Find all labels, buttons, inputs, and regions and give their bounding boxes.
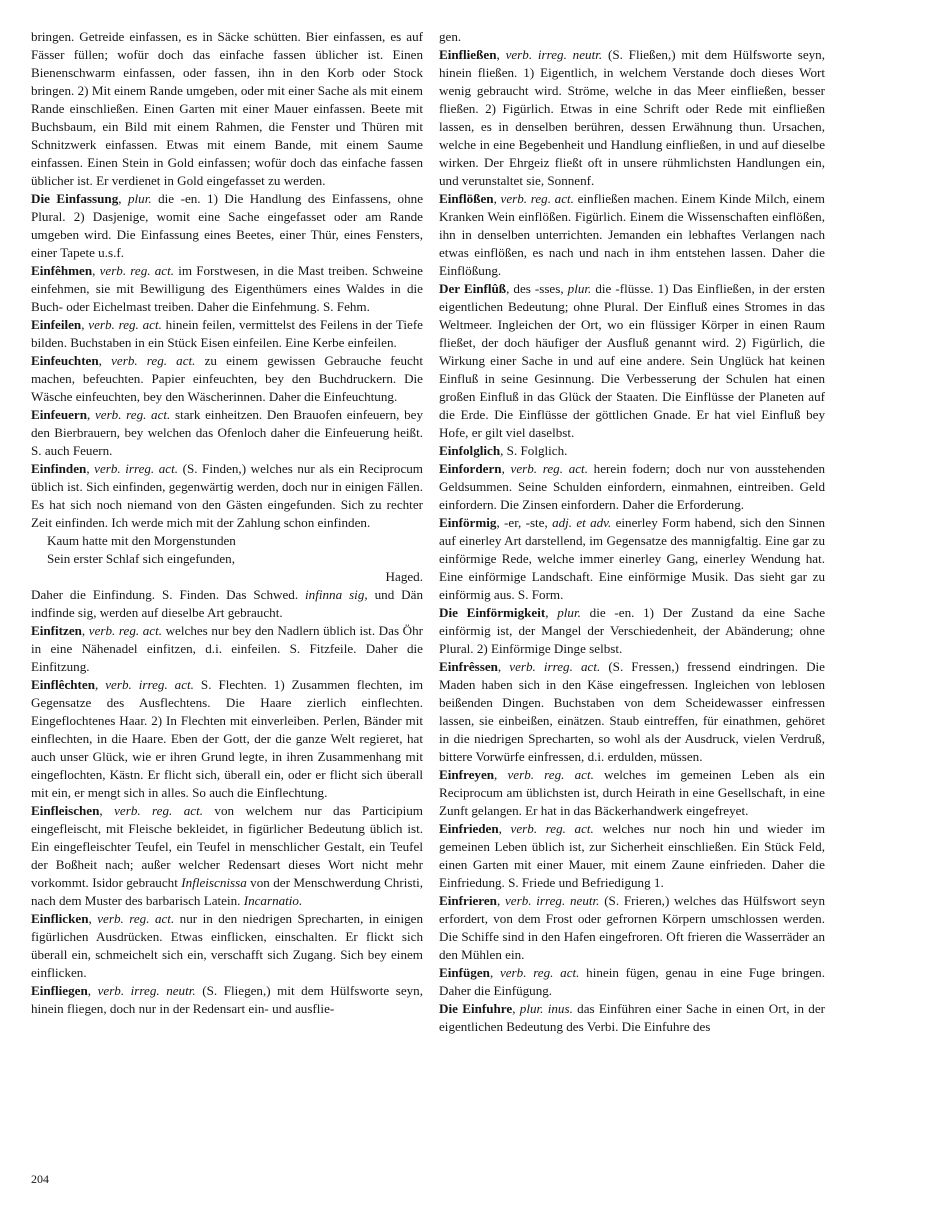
grammar-note: plur. [567, 281, 592, 296]
grammar-note: verb. reg. act. [499, 965, 580, 980]
grammar-note: verb. irreg. act. [105, 677, 194, 692]
headword: Einflicken [31, 911, 89, 926]
entry-einfeuchten: Einfeuchten, verb. reg. act. zu einem gewissen Gebrauche feucht machen, befeuchten. Papier einfeuchten, bey den Buchdruckern. Die Wäsche einfeuchten, bey den Wäscherinnen. Daher die Einfeuchtung. [31, 353, 423, 404]
entry-einfliegen: Einfliegen, verb. irreg. neutr. (S. Fliegen,) mit dem Hülfsworte seyn, hinein fliegen, doch nur in der Redensart ein- und ausflie- [31, 983, 424, 1016]
entry-einfuhre: Die Einfuhre, plur. inus. das Einführen einer Sache in einen Ort, in der eigentlichen Bedeutung des Verbi. Die Einfuhre des [439, 1001, 826, 1034]
headword: Einfrêssen [439, 659, 498, 674]
headword: Einfügen [439, 965, 490, 980]
entry-einflicken: Einflicken, verb. reg. act. nur in den niedrigen Sprecharten, in einigen figürlichen Ausdrücken. Etwas einflicken, einschalten. Er flickt sich überall ein, schmeichelt sich ein, verschafft sich Zugang. Sich bey einem einflicken. [31, 911, 423, 980]
grammar-note: verb. reg. act. [94, 407, 171, 422]
entry-einfloessen: Einflößen, verb. reg. act. einfließen machen. Einem Kinde Milch, einem Kranken Wein einflößen. Figürlich. Einem die Wissenschaften einflößen, ihn in denselben unterrichten. Jemanden ein lebhaftes Verlangen nach etwas einflößen, es nach und nach in ihm entstehen lassen. Daher die Einflößung. [439, 191, 825, 278]
grammar-note: verb. reg. act. [114, 803, 203, 818]
entry-einfehmen: Einfêhmen, verb. reg. act. im Forstwesen, in die Mast treiben. Schweine einfehmen, sie mit Bewilligung des Eigenthümers eines Waldes in die Buch- oder Eichelmast treiben. Daher die Einfehmung. S. Fehm. [31, 263, 423, 314]
grammar-note: plur. [128, 191, 152, 206]
grammar-note: verb. reg. act. [99, 263, 175, 278]
entry-einfoermig: Einförmig, -er, -ste, adj. et adv. einerley Form habend, sich den Sinnen auf einerley Art darstellend, im Gegensatze des mannigfaltig. Eine gar zu einförmige Rede, welche immer einerley Gang, einerley Wendung hat. Eine einförmige Landschaft. Eine einförmige Musik. Das sieht gar zu einförmig aus. S. Form. [439, 515, 825, 602]
left-column [31, 28, 423, 1018]
grammar-note: plur. [557, 605, 581, 620]
entry-einfeuern: Einfeuern, verb. reg. act. stark einheitzen. Den Brauofen einfeuern, bey den Bierbrauern, bey welchen das Ofenloch daher die Einfeuerung heißt. S. auch Feuern. [31, 407, 423, 458]
grammar-note: verb. irreg. act. [94, 461, 179, 476]
entry-einfordern: Einfordern, verb. reg. act. herein fodern; doch nur von ausstehenden Geldsummen. Seine Schulden einfordern, einmahnen, eintreiben. Geld einfordern. Die Zinsen einfordern. Daher die Erforderung. [439, 461, 825, 512]
grammar-note: verb. reg. act. [507, 767, 594, 782]
headword: Die Einförmigkeit [439, 605, 546, 620]
entry-einfassen-continuation: bringen. Getreide einfassen, es in Säcke schütten. Bier einfassen, es auf Fässer füllen; wofür doch das einfache fassen üblicher ist. Einen Bienenschwarm einfassen, oder fassen, ihn in den Korb oder Stock bringen. 2) Mit einem Rande umgeben, oder mit einer Sache als mit einem Rande einschließen. Einen Garten mit einer Mauer einfassen. Beete mit Buchsbaum, ein Bild mit einem Rahmen, die Fenster und Thüren mit Schnitzwerk einfassen. Etwas mit einem Bande, mit einem Saume einfassen. Einen Stein in Gold einfassen; wofür doch das einfache fassen üblicher ist. Er verdienet in Gold eingefasset zu werden. [31, 29, 423, 188]
grammar-note: adj. et adv. [552, 515, 612, 530]
grammar-note: verb. irreg. neutr. [504, 893, 600, 908]
entry-einfressen: Einfrêssen, verb. irreg. act. (S. Fressen,) fressend eindringen. Die Maden haben sich in den Käse eingefressen. Ingleichen von leblosen beißenden Dingen. Buchstaben von dem Scheidewasser einfressen lassen, sie einbeißen, einätzen. Staub eintreffen, für einathmen, gehöret in die niedrigen Sprecharten, so wohl als der Ausdruck, vielen Verdruß, bittere Vorwürfe einfressen, d.i. erdulden, müssen. [439, 659, 825, 764]
entry-einfitzen: Einfitzen, verb. reg. act. welches nur bey den Nadlern üblich ist. Das Öhr in eine Nähenadel einfitzen, d.i. einfeilen. S. Fitzfeile. Daher die Einfitzung. [31, 623, 423, 674]
entry-einfrieren: Einfrieren, verb. irreg. neutr. (S. Frieren,) welches das Hülfswort seyn erfordert, von dem Frost oder gefrornen Körpern umschlossen werden. Die Schiffe sind in den Hafen eingefroren. Oft frieren die Wasserräder an den Mühlen ein. [439, 893, 826, 962]
headword: Einflêchten [31, 677, 96, 692]
right-column [439, 28, 825, 1036]
page-number: 204 [31, 1172, 49, 1186]
grammar-note: verb. irreg. neutr. [97, 983, 196, 998]
grammar-note: verb. reg. act. [500, 191, 574, 206]
verse-line: Kaum hatte mit den Morgenstunden [47, 533, 236, 548]
grammar-note: verb. reg. act. [111, 353, 196, 368]
entry-einfliessen: Einfließen, verb. irreg. neutr. (S. Fließen,) mit dem Hülfsworte seyn, hinein fließen. 1) Eigentlich, in welchem Verstande doch dieses Wort wenig gebraucht wird. Ströme, welche in das Meer einfließen, besser fließen. 2) Figürlich. Etwas in eine Schrift oder Rede mit einfließen lassen, es in denselben berühren, dessen Erwähnung thun. Ursachen, welche in eine Begebenheit und Handlung einfließen, in und auf dieselbe wirken. Der Ehrgeiz fließt oft in unsere rühmlichsten Handlungen ein, und verunstaltet sie, Sonnenf. [439, 47, 825, 188]
headword: Einfeuern [31, 407, 88, 422]
headword: Einfinden [31, 461, 87, 476]
entry-einfreyen: Einfreyen, verb. reg. act. welches im gemeinen Leben als ein Reciprocum am üblichsten ist, durch Heirath in eine Gesellschaft, in eine Zunft gelangen. Er hat in das Bäckerhandwerk eingefreyet. [439, 767, 825, 818]
headword: Einfrieden [439, 821, 499, 836]
grammar-note: verb. irreg. act. [509, 659, 601, 674]
entry-einfliegen-continuation: gen. [439, 29, 462, 44]
headword: Einfreyen [439, 767, 495, 782]
entry-einfolglich: Einfolglich, S. Folglich. [439, 443, 568, 458]
entry-einfoermigkeit: Die Einförmigkeit, plur. die -en. 1) Der Zustand da eine Sache einförmig ist, der Mangel der Verschiedenheit, der Abänderung; ohne Plural. 2) Einförmige Dinge selbst. [439, 605, 826, 656]
entry-einfinden: Einfinden, verb. irreg. act. (S. Finden,) welches nur als ein Reciprocum üblich ist. Sich einfinden, gegenwärtig werden, doch nur in einigen Fällen. Es hat sich noch niemand von den Gästen eingefunden. Sich zu rechter Zeit einfinden. Ich werde mich mit der Zahlung schon einfinden. [31, 461, 423, 530]
headword: Die Einfuhre [439, 1001, 513, 1016]
verse-source: Haged. [385, 569, 423, 584]
grammar-note: verb. reg. act. [88, 317, 162, 332]
entry-einflechten: Einflêchten, verb. irreg. act. S. Flechten. 1) Zusammen flechten, im Gegensatze des Ausflechtens. Die Haare zierlich einflechten. Eingeflochtenes Haar. 2) In Flechten mit einverleiben. Perlen, Bänder mit einflechten, in die Haare. Eben der Gott, der die ganze Welt regieret, hat auch unser Glück, wie er ihren Grund legte, in ihren Zusammenhang mit eingeflochten, Kästn. Er flicht sich, überall ein, oder er flicht sich überall mit ein, er mengt sich in alles. So auch die Einflechtung. [31, 677, 423, 800]
grammar-note: plur. inus. [519, 1001, 573, 1016]
headword: Einflößen [439, 191, 494, 206]
entry-einfleischen: Einfleischen, verb. reg. act. von welchem nur das Participium eingefleischt, mit Fleische bekleidet, in figürlicher Bedeutung üblich ist. Ein eingefleischter Teufel, ein Teufel in menschlicher Gestalt, ein Teufel der Boßheit nach; außer welcher Redensart dieses Wort nicht mehr vorkommt. Isidor gebraucht Infleiscnissa von der Menschwerdung Christi, nach dem Muster des barbarisch Latein. Incarnatio. [31, 803, 423, 908]
entry-einfeilen: Einfeilen, verb. reg. act. hinein feilen, vermittelst des Feilens in der Tiefe bilden. Buchstaben in ein Stück Eisen einfeilen. Eine Kerbe einfeilen. [31, 317, 423, 350]
headword: Einfliegen [31, 983, 88, 998]
headword: Einfeilen [31, 317, 82, 332]
headword: Einfließen [439, 47, 497, 62]
headword: Einfêhmen [31, 263, 93, 278]
entry-einfuegen: Einfügen, verb. reg. act. hinein fügen, genau in eine Fuge bringen. Daher die Einfügung. [439, 965, 825, 998]
headword: Einfeuchten [31, 353, 99, 368]
grammar-note: verb. reg. act. [88, 623, 163, 638]
entry-einfluss: Der Einflûß, des -sses, plur. die -flüsse. 1) Das Einfließen, in der ersten eigentlichen Bedeutung; ohne Plural. Der Einfluß eines Stromes in das Weltmeer. Ingleichen der Ort, wo ein flüssiger Körper in einen Raum fließet, der doch häufiger der Ausfluß genannt wird. 2) Figürlich, die Wirkung einer Sache in und auf eine andere. Sein Unglück hat keinen Einfluß in seine Gesinnung. Die Verbesserung der Schulen hat einen großen Einfluß in das Glück der Staaten. Die Einflüsse der Planeten auf die Erde. Die Einflüsse der göttlichen Gnade. Er hat viel Einfluß bey Hofe, er gilt viel daselbst. [439, 281, 825, 440]
verse-line: Sein erster Schlaf sich eingefunden, [47, 551, 235, 566]
headword: Der Einflûß [439, 281, 507, 296]
headword: Einfleischen [31, 803, 100, 818]
entry-einfinden-after: Daher die Einfindung. S. Finden. Das Schwed. infinna sig, und Dän indfinde sig, werden auf dieselbe Art gebraucht. [31, 587, 423, 620]
entry-einfrieden: Einfrieden, verb. reg. act. welches nur noch hin und wieder im gemeinen Leben üblich ist, zur Sicherheit einschließen. Ein Stück Feld, einen Garten mit einer Mauer, mit einem Zaune einfrieden. Daher die Einfriedung. S. Friede und Befriedigung 1. [439, 821, 826, 890]
grammar-note: verb. irreg. neutr. [505, 47, 603, 62]
grammar-note: verb. reg. act. [510, 821, 594, 836]
headword: Einförmig [439, 515, 497, 530]
headword: Einfitzen [31, 623, 82, 638]
headword: Einfolglich [439, 443, 501, 458]
headword: Einfrieren [439, 893, 497, 908]
headword: Die Einfassung [31, 191, 119, 206]
headword: Einfordern [439, 461, 502, 476]
entry-einfassung: Die Einfassung, plur. die -en. 1) Die Handlung des Einfassens, ohne Plural. 2) Dasjenige, womit eine Sache eingefasset oder am Rande umgeben wird. Die Einfassung eines Beetes, einer Thür, eines Fensters, einer Tapete u.s.f. [31, 191, 424, 260]
grammar-note: verb. reg. act. [97, 911, 175, 926]
grammar-note: verb. reg. act. [510, 461, 588, 476]
